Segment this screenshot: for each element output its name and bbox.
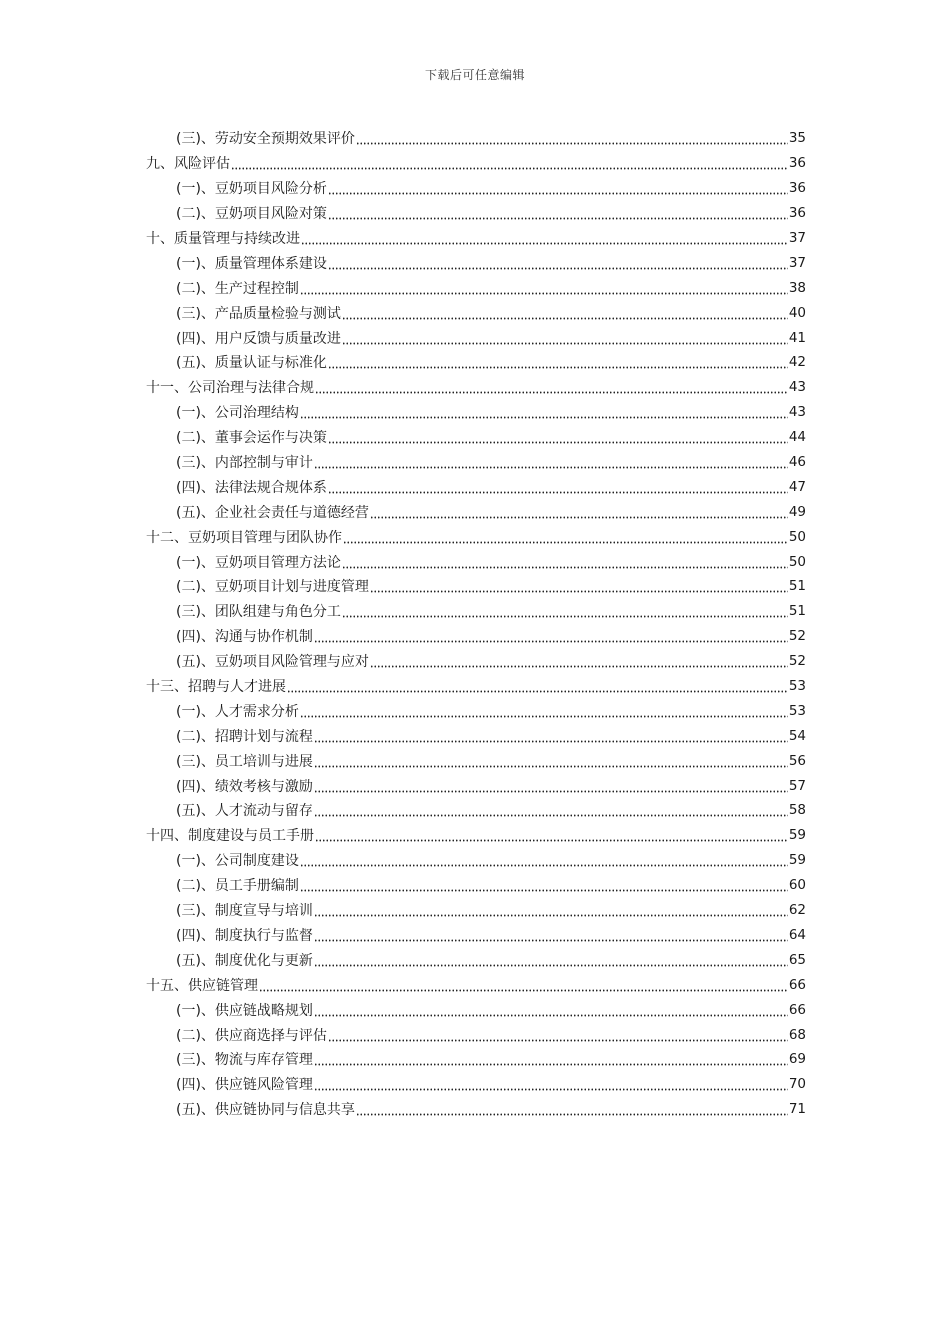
toc-entry-label: (四)、用户反馈与质量改进 [176,330,341,347]
toc-page-number: 53 [788,678,806,695]
toc-dot-leader [300,704,788,718]
toc-entry-label: (一)、质量管理体系建设 [176,255,327,272]
toc-section-entry[interactable] [146,176,806,201]
toc-page-number: 54 [788,727,806,744]
toc-entry-label: 十一、公司治理与法律合规 [146,380,314,397]
toc-entry-label: (三)、内部控制与审计 [176,455,313,472]
toc-dot-leader [314,928,788,942]
toc-page-number: 51 [788,603,806,620]
toc-dot-leader [231,156,788,170]
toc-chapter-entry[interactable] [146,524,806,549]
toc-entry-label: (四)、绩效考核与激励 [176,778,313,795]
toc-dot-leader [315,380,788,394]
toc-dot-leader [328,430,788,444]
toc-entry-label: (四)、供应链风险管理 [176,1077,313,1094]
toc-entry-label: (二)、供应商选择与评估 [176,1027,327,1044]
toc-section-entry[interactable] [146,599,806,624]
toc-section-entry[interactable] [146,574,806,599]
toc-section-entry[interactable] [146,773,806,798]
toc-dot-leader [300,853,788,867]
toc-section-entry[interactable] [146,624,806,649]
toc-page-number: 56 [788,752,806,769]
toc-page-number: 43 [788,404,806,421]
toc-section-entry[interactable] [146,898,806,923]
toc-dot-leader [328,181,788,195]
toc-dot-leader [315,828,788,842]
toc-dot-leader [314,455,788,469]
toc-page-number: 66 [788,1001,806,1018]
toc-entry-label: 九、风险评估 [146,156,230,173]
toc-section-entry[interactable] [146,300,806,325]
toc-page-number: 60 [788,877,806,894]
toc-entry-label: (三)、劳动安全预期效果评价 [176,131,355,148]
toc-dot-leader [314,754,788,768]
toc-page-number: 50 [788,528,806,545]
toc-page-number: 65 [788,951,806,968]
toc-dot-leader [342,306,788,320]
toc-page-number: 47 [788,478,806,495]
toc-section-entry[interactable] [146,350,806,375]
toc-dot-leader [300,878,788,892]
toc-section-entry[interactable] [146,250,806,275]
toc-page-number: 59 [788,827,806,844]
toc-entry-label: (一)、公司治理结构 [176,405,299,422]
toc-section-entry[interactable] [146,474,806,499]
toc-page-number: 49 [788,503,806,520]
toc-entry-label: 十三、招聘与人才进展 [146,679,286,696]
toc-dot-leader [356,1102,788,1116]
toc-dot-leader [342,331,788,345]
toc-section-entry[interactable] [146,1097,806,1122]
toc-page-number: 44 [788,429,806,446]
toc-section-entry[interactable] [146,748,806,773]
toc-page-number: 68 [788,1026,806,1043]
toc-page-number: 70 [788,1076,806,1093]
toc-page-number: 36 [788,155,806,172]
toc-dot-leader [328,256,788,270]
toc-page-number: 38 [788,279,806,296]
toc-dot-leader [328,206,788,220]
toc-section-entry[interactable] [146,499,806,524]
toc-section-entry[interactable] [146,275,806,300]
toc-section-entry[interactable] [146,400,806,425]
toc-entry-label: (一)、豆奶项目风险分析 [176,181,327,198]
toc-section-entry[interactable] [146,1022,806,1047]
toc-dot-leader [314,953,788,967]
toc-dot-leader [314,779,788,793]
toc-chapter-entry[interactable] [146,972,806,997]
toc-entry-label: (一)、人才需求分析 [176,703,299,720]
toc-section-entry[interactable] [146,848,806,873]
toc-section-entry[interactable] [146,425,806,450]
toc-dot-leader [356,131,788,145]
toc-section-entry[interactable] [146,450,806,475]
toc-dot-leader [314,903,788,917]
toc-entry-label: (三)、员工培训与进展 [176,753,313,770]
toc-chapter-entry[interactable] [146,226,806,251]
toc-section-entry[interactable] [146,1047,806,1072]
toc-dot-leader [342,604,788,618]
toc-entry-label: (一)、豆奶项目管理方法论 [176,554,341,571]
toc-section-entry[interactable] [146,923,806,948]
toc-section-entry[interactable] [146,549,806,574]
toc-page-number: 69 [788,1051,806,1068]
toc-entry-label: (二)、豆奶项目风险对策 [176,206,327,223]
toc-section-entry[interactable] [146,201,806,226]
toc-page-number: 64 [788,926,806,943]
toc-page-number: 36 [788,180,806,197]
toc-entry-label: 十、质量管理与持续改进 [146,231,300,247]
toc-entry-label: (四)、法律法规合规体系 [176,479,327,496]
toc-dot-leader [328,480,788,494]
toc-section-entry[interactable] [146,126,806,151]
toc-chapter-entry[interactable] [146,375,806,400]
toc-page-number: 59 [788,852,806,869]
toc-page-number: 66 [788,976,806,993]
toc-section-entry[interactable] [146,1072,806,1097]
toc-page-number: 37 [788,254,806,271]
toc-section-entry[interactable] [146,723,806,748]
toc-entry-label: 十四、制度建设与员工手册 [146,828,314,845]
toc-dot-leader [314,629,788,643]
toc-page-number: 53 [788,702,806,719]
toc-entry-label: (二)、招聘计划与流程 [176,728,313,745]
toc-dot-leader [343,530,788,544]
toc-dot-leader [370,505,788,519]
toc-dot-leader [314,729,788,743]
toc-page-number: 37 [788,230,806,246]
toc-entry-label: (五)、人才流动与留存 [176,803,313,820]
toc-entry-label: (三)、产品质量检验与测试 [176,305,341,322]
toc-section-entry[interactable] [146,873,806,898]
toc-page-number: 41 [788,329,806,346]
toc-page-number: 35 [788,130,806,147]
toc-page-number: 62 [788,902,806,919]
toc-dot-leader [370,579,788,593]
toc-entry-label: (二)、生产过程控制 [176,280,299,297]
toc-dot-leader [300,405,788,419]
toc-entry-label: (五)、质量认证与标准化 [176,355,327,372]
toc-entry-label: (五)、豆奶项目风险管理与应对 [176,654,369,671]
toc-dot-leader [328,355,788,369]
toc-entry-label: (一)、供应链战略规划 [176,1002,313,1019]
toc-entry-label: (一)、公司制度建设 [176,853,299,870]
toc-chapter-entry[interactable] [146,151,806,176]
toc-dot-leader [259,978,788,992]
toc-entry-label: (三)、物流与库存管理 [176,1052,313,1069]
toc-chapter-entry[interactable] [146,823,806,848]
toc-entry-label: 十二、豆奶项目管理与团队协作 [146,529,342,546]
toc-page-number: 51 [788,578,806,595]
toc-dot-leader [370,654,788,668]
toc-entry-label: (四)、制度执行与监督 [176,927,313,944]
toc-dot-leader [301,231,788,245]
page-header: 下载后可任意编辑 [424,68,525,82]
toc-section-entry[interactable] [146,798,806,823]
toc-page-number: 46 [788,454,806,471]
toc-section-entry[interactable] [146,698,806,723]
toc-dot-leader [342,555,788,569]
toc-entry-label: (五)、供应链协同与信息共享 [176,1102,355,1119]
toc-dot-leader [314,1003,788,1017]
toc-section-entry[interactable] [146,947,806,972]
toc-entry-label: (五)、企业社会责任与道德经营 [176,504,369,521]
toc-dot-leader [287,679,788,693]
toc-dot-leader [300,281,788,295]
toc-page-number: 42 [788,354,806,371]
toc-section-entry[interactable] [146,649,806,674]
toc-page-number: 40 [788,304,806,321]
toc-entry-label: (二)、董事会运作与决策 [176,430,327,447]
toc-entry-label: (五)、制度优化与更新 [176,952,313,969]
toc-entry-label: 十五、供应链管理 [146,977,258,994]
toc-entry-label: (二)、豆奶项目计划与进度管理 [176,579,369,596]
toc-dot-leader [314,803,788,817]
toc-entry-label: (二)、员工手册编制 [176,878,299,895]
toc-section-entry[interactable] [146,325,806,350]
toc-dot-leader [314,1077,788,1091]
toc-section-entry[interactable] [146,997,806,1022]
toc-page-number: 36 [788,205,806,222]
toc-page-number: 52 [788,628,806,645]
toc-entry-label: (三)、团队组建与角色分工 [176,604,341,621]
toc-page-number: 57 [788,777,806,794]
toc-entry-label: (四)、沟通与协作机制 [176,629,313,646]
toc-page-number: 52 [788,653,806,670]
table-of-contents [146,126,806,1122]
toc-entry-label: (三)、制度宣导与培训 [176,903,313,920]
toc-chapter-entry[interactable] [146,674,806,699]
toc-page-number: 58 [788,802,806,819]
toc-dot-leader [314,1052,788,1066]
toc-page-number: 43 [788,379,806,396]
toc-dot-leader [328,1028,788,1042]
toc-page-number: 50 [788,553,806,570]
toc-page-number: 71 [788,1101,806,1118]
